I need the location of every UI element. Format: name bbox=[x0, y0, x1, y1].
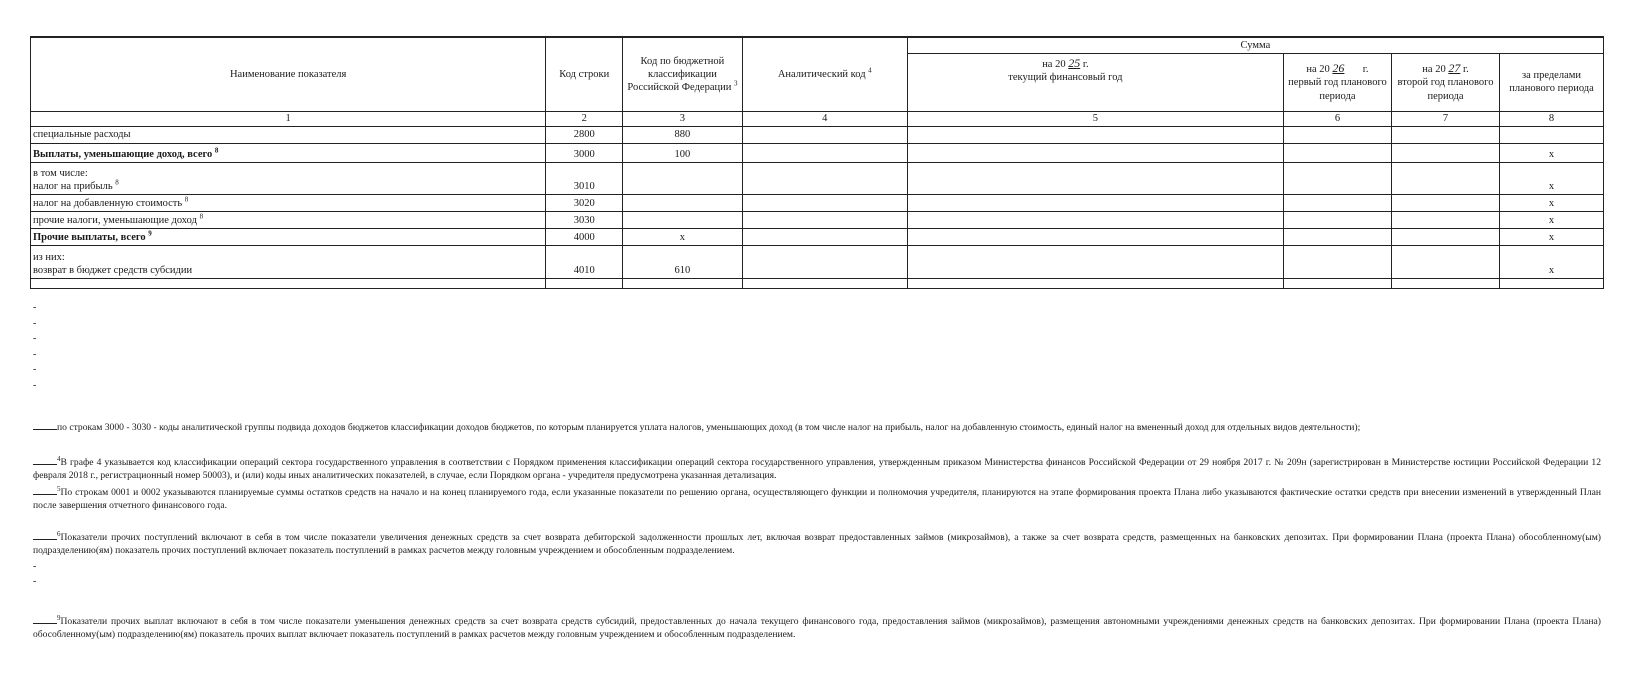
dash-marker: - bbox=[33, 333, 37, 344]
dash-marker: - bbox=[33, 302, 37, 313]
row-x-mark: x bbox=[1500, 245, 1604, 278]
row-kbk: x bbox=[623, 228, 742, 245]
row-kbk: 610 bbox=[623, 245, 742, 278]
row-code: 2800 bbox=[546, 126, 623, 143]
col-number: 7 bbox=[1391, 111, 1499, 126]
table-row bbox=[31, 143, 1604, 162]
row-x-mark: x bbox=[1500, 228, 1604, 245]
row-name: Выплаты, уменьшающие доход, всего $^8$ bbox=[31, 143, 546, 162]
row-x-mark: x bbox=[1500, 211, 1604, 228]
dash-marker: - bbox=[33, 364, 37, 375]
header-year-first-plan: на 20 26 г. первый год планового периода bbox=[1283, 53, 1391, 111]
footnote-8: по строкам 3000 - 3030 - коды аналитической группы подвида доходов бюджетов классификации доходов бюджетов, по которым планируется уплата налогов, уменьшающих доход (в том числе налог на прибыль, налог на добавленную стоимость, единый налог на вмененный доход для отдельных видов деятельности); bbox=[33, 420, 1601, 434]
header-analytic-code: Аналитический код $^4$ bbox=[742, 37, 907, 111]
dash-marker: - bbox=[33, 561, 37, 572]
row-name: специальные расходы bbox=[31, 126, 546, 143]
row-name: налог на добавленную стоимость $^8$ bbox=[31, 194, 546, 211]
footnote-5: $^5$По строкам 0001 и 0002 указываются планируемые суммы остатков средств на начало и на конец планируемого года, если указанные показатели по решению органа, осуществляющего функции и полномочия учредителя, планируются на этапе формирования проекта Плана либо указываются фактические остатки средств при внесении изменений в утвержденный План после завершения отчетного финансового года. bbox=[33, 484, 1601, 511]
footnote-6: $^6$Показатели прочих поступлений включают в себя в том числе показатели увеличения денежных средств за счет возврата дебиторской задолженности прошлых лет, включая возврат предоставленных займов (микрозаймов), а также за счет возврата средств, размещенных на банковских депозитах. При формировании Плана (проекта Плана) обособленному(ым) подразделению(ям) показатель прочих поступлений включает показатель поступлений в рамках расчетов между головным учреждением и обособленным подразделением. bbox=[33, 529, 1601, 556]
column-numbers-row bbox=[31, 111, 1604, 126]
table-row bbox=[31, 126, 1604, 143]
table-row-empty bbox=[31, 278, 1604, 288]
row-x-mark: x bbox=[1500, 162, 1604, 194]
row-name: Прочие выплаты, всего $^9$ bbox=[31, 228, 546, 245]
table-row bbox=[31, 245, 1604, 278]
col-number: 8 bbox=[1500, 111, 1604, 126]
col-number: 1 bbox=[31, 111, 546, 126]
row-x-mark: x bbox=[1500, 194, 1604, 211]
footnote-4: $^4$В графе 4 указывается код классификации операций сектора государственного управления в соответствии с Порядком применения классификации операций сектора государственного управления, утвержденным приказом Министерства финансов Российской Федерации от 29 ноября 2017 г. № 209н (зарегистрирован в Министерстве юстиции Российской Федерации 12 февраля 2018 г., регистрационный номер 50003), и (или) коды иных аналитических показателей, в случае, если Порядком органа - учредителя предусмотрена указанная детализация. bbox=[33, 454, 1601, 481]
row-code: 4000 bbox=[546, 228, 623, 245]
footnote-9: $^9$Показатели прочих выплат включают в себя в том числе показатели уменьшения денежных средств за счет возврата средств субсидий, предоставленных до начала текущего финансового года, предоставления займов (микрозаймов), размещения автономными учреждениями денежных средств на банковских депозитах. При формировании Плана (проекта Плана) обособленному(ым) подразделению(ям) показатель прочих выплат включает показатель поступлений в рамках расчетов между головным учреждением и обособленным подразделением. bbox=[33, 613, 1601, 640]
header-code: Код строки bbox=[546, 37, 623, 111]
dash-marker: - bbox=[33, 576, 37, 587]
row-code: 3020 bbox=[546, 194, 623, 211]
col-number: 2 bbox=[546, 111, 623, 126]
row-kbk: 880 bbox=[623, 126, 742, 143]
dash-marker: - bbox=[33, 348, 37, 360]
header-year-current: на 20 25 г. текущий финансовый год bbox=[907, 53, 1283, 111]
table-row bbox=[31, 211, 1604, 228]
header-beyond-plan: за пределами планового периода bbox=[1500, 53, 1604, 111]
header-budget-code: Код по бюджетной классификации Российской Федерации $^3$ bbox=[623, 37, 742, 111]
row-code: 4010 bbox=[546, 245, 623, 278]
header-sum: Сумма bbox=[907, 37, 1603, 53]
table-row bbox=[31, 228, 1604, 245]
row-code: 3000 bbox=[546, 143, 623, 162]
row-code: 3030 bbox=[546, 211, 623, 228]
table-row bbox=[31, 162, 1604, 194]
dash-marker: - bbox=[33, 317, 37, 329]
row-name: прочие налоги, уменьшающие доход $^8$ bbox=[31, 211, 546, 228]
plan-table bbox=[30, 36, 1604, 289]
col-number: 3 bbox=[623, 111, 742, 126]
table-row bbox=[31, 194, 1604, 211]
row-name: в том числе: налог на прибыль $^8$ bbox=[31, 162, 546, 194]
header-year-second-plan: на 20 27 г. второй год планового периода bbox=[1391, 53, 1499, 111]
dash-list bbox=[33, 300, 36, 393]
col-number: 5 bbox=[907, 111, 1283, 126]
col-number: 6 bbox=[1283, 111, 1391, 126]
dash-marker: - bbox=[33, 379, 37, 391]
header-name: Наименование показателя bbox=[31, 37, 546, 111]
col-number: 4 bbox=[742, 111, 907, 126]
row-x-mark: x bbox=[1500, 143, 1604, 162]
row-kbk: 100 bbox=[623, 143, 742, 162]
row-code: 3010 bbox=[546, 162, 623, 194]
row-name: из них: возврат в бюджет средств субсидии bbox=[31, 245, 546, 278]
